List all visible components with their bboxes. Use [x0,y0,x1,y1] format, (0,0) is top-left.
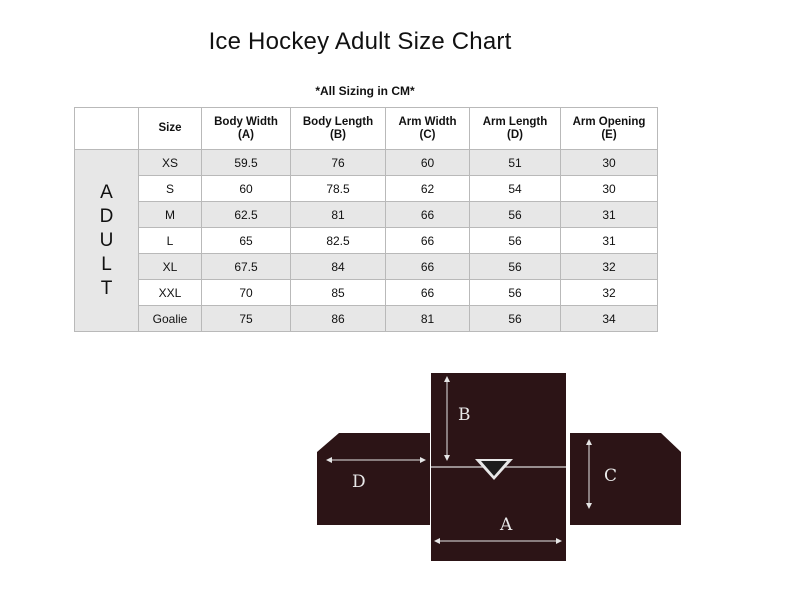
arm-opening-cell: 34 [561,306,658,332]
group-letter: L [101,253,112,275]
body-width-cell: 70 [202,280,291,306]
body-length-cell: 81 [291,202,386,228]
header-body-length [291,108,386,150]
size-table [74,107,658,332]
header-arm-opening-label: Arm Opening [572,115,646,128]
header-size [139,108,202,150]
left-sleeve-shape [317,433,430,525]
header-body-length-code: (B) [330,128,346,141]
size-cell: Goalie [139,306,202,332]
group-letter: U [99,229,114,251]
body-width-cell: 67.5 [202,254,291,280]
label-b: B [458,405,471,425]
arm-opening-cell: 30 [561,176,658,202]
size-cell: XL [139,254,202,280]
header-body-width-label: Body Width [214,115,278,128]
arm-width-cell: 66 [386,254,470,280]
header-body-length-label: Body Length [302,115,374,128]
arm-length-cell: 56 [470,280,561,306]
header-arm-width-label: Arm Width [398,115,457,128]
size-cell: S [139,176,202,202]
header-blank [75,108,139,150]
chart-title: Ice Hockey Adult Size Chart [208,28,512,55]
arm-width-cell: 62 [386,176,470,202]
arm-opening-cell: 32 [561,254,658,280]
arm-length-cell: 56 [470,306,561,332]
body-width-cell: 60 [202,176,291,202]
size-cell: XXL [139,280,202,306]
table-row [75,150,658,176]
header-arm-width [386,108,470,150]
group-letter: A [100,181,113,203]
arm-width-cell: 66 [386,280,470,306]
arm-width-cell: 66 [386,202,470,228]
arm-length-cell: 56 [470,228,561,254]
arm-width-cell: 60 [386,150,470,176]
size-cell: M [139,202,202,228]
body-length-cell: 85 [291,280,386,306]
group-letter: D [99,205,114,227]
body-length-cell: 78.5 [291,176,386,202]
body-width-cell: 75 [202,306,291,332]
table-row [75,202,658,228]
header-row [75,108,658,150]
arm-opening-cell: 32 [561,280,658,306]
size-cell: XS [139,150,202,176]
header-arm-length-label: Arm Length [482,115,548,128]
arm-length-cell: 54 [470,176,561,202]
group-letter: T [100,277,113,299]
arm-opening-cell: 31 [561,202,658,228]
body-width-cell: 59.5 [202,150,291,176]
header-size-label: Size [158,122,182,134]
body-width-cell: 62.5 [202,202,291,228]
arm-opening-cell: 30 [561,150,658,176]
arm-width-cell: 81 [386,306,470,332]
arm-length-cell: 56 [470,254,561,280]
label-c: C [604,466,618,486]
body-length-cell: 86 [291,306,386,332]
arm-length-cell: 51 [470,150,561,176]
right-sleeve-shape [570,433,681,525]
body-length-cell: 84 [291,254,386,280]
arm-width-cell: 66 [386,228,470,254]
adult-group-label [75,150,139,332]
label-d: D [352,472,366,492]
table-row [75,306,658,332]
body-width-cell: 65 [202,228,291,254]
header-arm-width-code: (C) [419,128,436,141]
body-length-cell: 76 [291,150,386,176]
table-row [75,176,658,202]
arm-length-cell: 56 [470,202,561,228]
header-body-width-code: (A) [238,128,254,141]
body-length-cell: 82.5 [291,228,386,254]
header-arm-opening-code: (E) [601,128,617,141]
header-arm-length-code: (D) [507,128,523,141]
sizing-note: *All Sizing in CM* [315,84,415,98]
jersey-measurement-diagram [315,360,685,565]
label-a: A [500,515,513,535]
header-arm-length [470,108,561,150]
size-cell: L [139,228,202,254]
header-arm-opening [561,108,658,150]
header-body-width [202,108,291,150]
arm-opening-cell: 31 [561,228,658,254]
table-row [75,280,658,306]
table-row [75,228,658,254]
table-row [75,254,658,280]
